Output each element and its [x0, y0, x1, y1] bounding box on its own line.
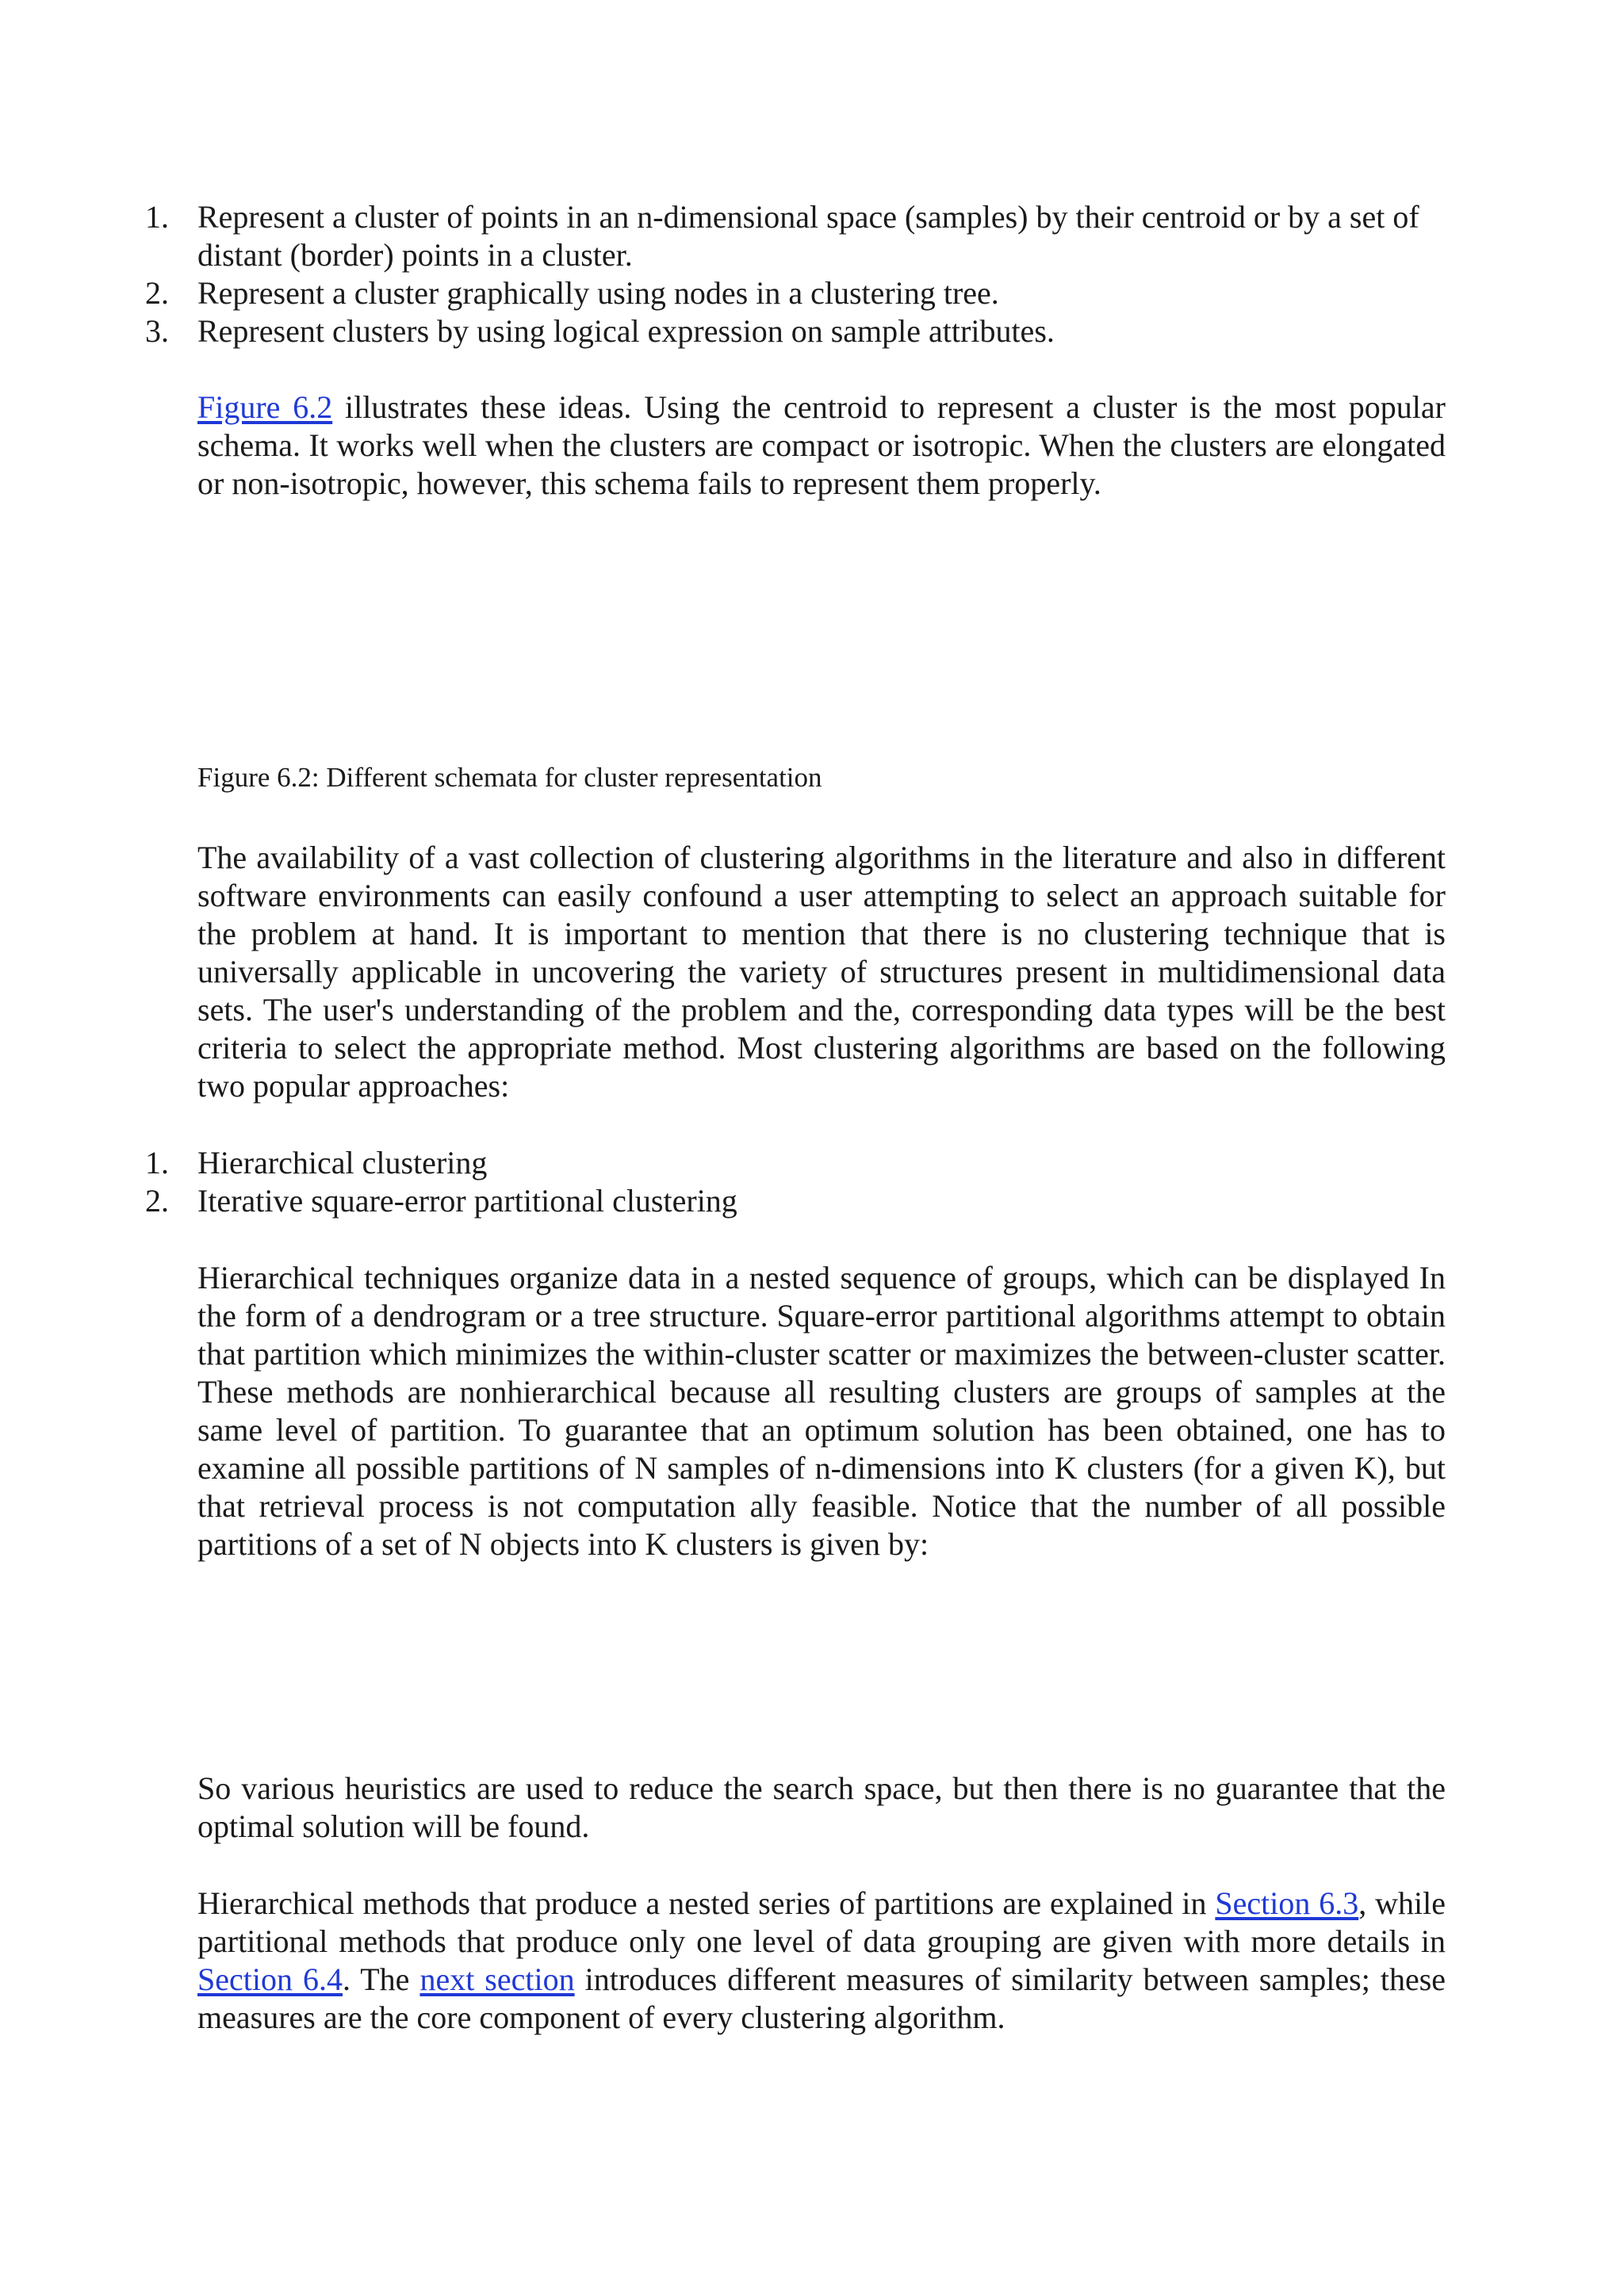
sections-paragraph — [197, 1885, 1446, 2037]
sections-text-2: , while partitional methods that produce only one level of data grouping are given with more details in — [197, 1885, 1446, 1959]
list-item — [145, 198, 1446, 274]
formula-placeholder — [197, 1594, 1446, 1760]
section-6-3-link[interactable]: Section 6.3 — [1215, 1885, 1359, 1921]
list-item-number: 3. — [145, 313, 169, 349]
list-item-text: Represent a cluster of points in an n-dimensional space (samples) by their centroid or by a set of distant (border) points in a cluster. — [197, 199, 1419, 273]
list-item — [145, 1144, 1446, 1182]
list-item-number: 1. — [145, 199, 169, 235]
sections-text-1: Hierarchical methods that produce a nested series of partitions are explained in — [197, 1885, 1216, 1921]
list-item-number: 2. — [145, 275, 169, 311]
list-item-number: 2. — [145, 1183, 169, 1219]
sections-text-4: introduces different measures of similarity between samples; these measures are the core component of every clustering algorithm. — [197, 1961, 1446, 2035]
heuristics-paragraph: So various heuristics are used to reduce the search space, but then there is no guarantee that the optimal solution will be found. — [197, 1770, 1446, 1844]
list-item-number: 1. — [145, 1145, 169, 1181]
representation-list — [145, 198, 1446, 350]
figure-6-2-link[interactable]: Figure 6.2 — [197, 389, 333, 425]
list-item — [145, 312, 1446, 350]
next-section-link[interactable]: next section — [419, 1961, 575, 1997]
list-item — [145, 274, 1446, 312]
list-item-text: Hierarchical clustering — [197, 1145, 488, 1181]
list-item — [145, 1182, 1446, 1220]
figure-intro-text: illustrates these ideas. Using the centroid to represent a cluster is the most popular schema. It works well when the clusters are compact or isotropic. When the clusters are elongated or non-isotropic, however, this schema fails to represent them properly. — [197, 389, 1446, 501]
section-6-4-link[interactable]: Section 6.4 — [197, 1961, 343, 1997]
list-item-text: Represent a cluster graphically using nodes in a clustering tree. — [197, 275, 999, 311]
sections-text-3: . The — [342, 1961, 420, 1997]
list-item-text: Represent clusters by using logical expression on sample attributes. — [197, 313, 1055, 349]
hierarchical-paragraph: Hierarchical techniques organize data in a nested sequence of groups, which can be displayed In the form of a dendrogram or a tree structure. Square-error partitional algorithms attempt to obtain that partition which minimizes the within-cluster scatter or maximizes the between-cluster scatter. These methods are nonhierarchical because all resulting clusters are groups of samples at the same level of partition. To guarantee that an optimum solution has been obtained, one has to examine all possible partitions of N samples of n-dimensions into K clusters (for a given K), but that retrieval process is not computation ally feasible. Notice that the number of all possible partitions of a set of N objects into K clusters is given by: — [197, 1260, 1446, 1562]
approaches-list — [145, 1144, 1446, 1220]
list-item-text: Iterative square-error partitional clustering — [197, 1183, 737, 1219]
availability-paragraph: The availability of a vast collection of clustering algorithms in the literature and also in different software environments can easily confound a user attempting to select an approach suitable for the problem at hand. It is important to mention that there is no clustering technique that is universally applicable in uncovering the variety of structures present in multidimensional data sets. The user's understanding of the problem and the, corresponding data types will be the best criteria to select the appropriate method. Most clustering algorithms are based on the following two popular approaches: — [197, 840, 1446, 1104]
figure-caption: Figure 6.2: Different schemata for cluster representation — [197, 762, 822, 793]
figure-intro-paragraph — [197, 388, 1446, 503]
figure-placeholder — [197, 515, 1446, 753]
